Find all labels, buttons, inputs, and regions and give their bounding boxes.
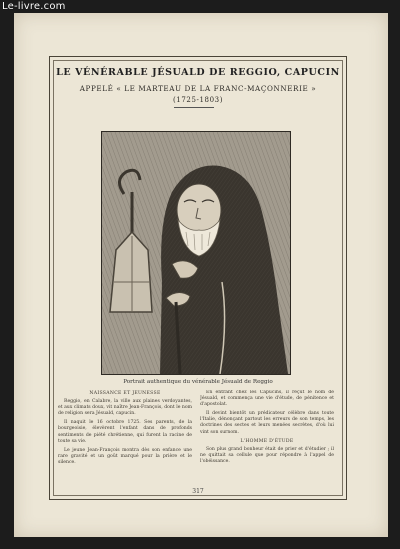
page-title: LE VÉNÉRABLE JÉSUALD DE REGGIO, CAPUCIN bbox=[56, 67, 340, 78]
portrait-caption: Portrait authentique du vénérable Jésuald de Reggio bbox=[123, 379, 273, 385]
section-heading-birth: NAISSANCE ET JEUNESSE bbox=[89, 391, 161, 396]
paragraph: Son plus grand bonheur était de prier et d'étudier ; il ne quittait sa cellule que pour répondre à l'appel de l'obéissance. bbox=[200, 446, 334, 464]
life-dates: (1725-1803) bbox=[172, 96, 224, 104]
watermark: Le-livre.com bbox=[2, 1, 66, 12]
title-rule bbox=[174, 107, 214, 108]
page-number: 317 bbox=[192, 488, 204, 495]
page-sheet bbox=[14, 13, 388, 537]
right-text-column bbox=[200, 390, 334, 488]
left-text-column bbox=[58, 390, 192, 488]
page-subtitle: APPELÉ « LE MARTEAU DE LA FRANC-MAÇONNERIE » bbox=[79, 84, 317, 93]
paragraph: En entrant chez les Capucins, il reçut le nom de Jésuald, et commença une vie d'étude, de pénitence et d'apostolat. bbox=[200, 390, 334, 408]
paragraph: Le jeune Jean-François montra dès son enfance une rare gravité et un goût marqué pour la prière et le silence. bbox=[58, 447, 192, 465]
paragraph: Il naquit le 16 octobre 1725. Ses parents, de la bourgeoisie, élevèrent l'enfant dans de profonds sentiments de piété chrétienne, qui furent la racine de toute sa vie. bbox=[58, 420, 192, 444]
section-heading-study: L'HOMME D'ÉTUDE bbox=[240, 438, 294, 444]
portrait-engraving bbox=[101, 131, 291, 375]
paragraph: Il devint bientôt un prédicateur célèbre dans toute l'Italie, dénonçant partout les erreurs de son temps, les doctrines des sectes et leurs menées secrètes, d'où lui vint son surnom. bbox=[200, 411, 334, 435]
portrait-illustration bbox=[102, 132, 290, 374]
paragraph: Reggio, en Calabre, la ville aux plaines verdoyantes, et aux climats doux, vit naître Jean-François, dont le nom de religion sera Jésuald, capucin. bbox=[58, 399, 192, 417]
page-frame bbox=[49, 56, 347, 500]
